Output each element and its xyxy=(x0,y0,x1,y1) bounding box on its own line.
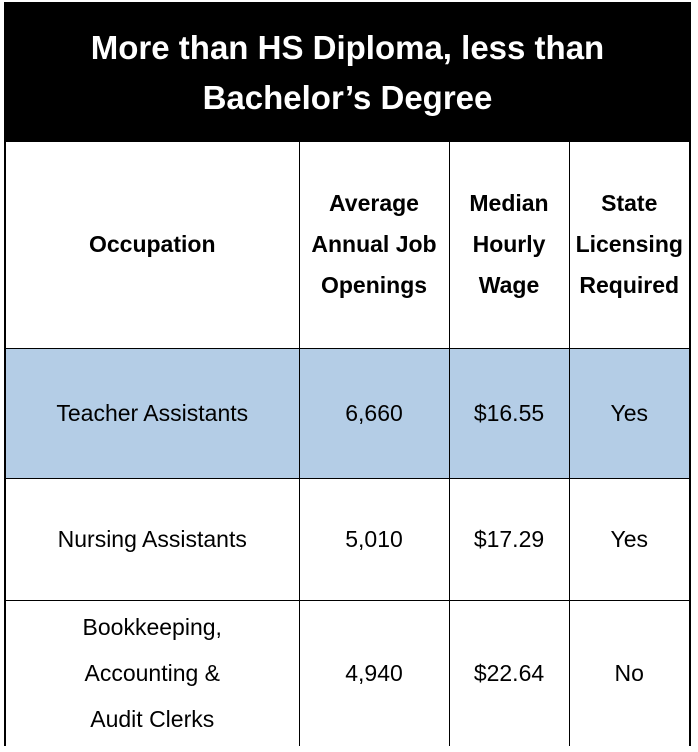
openings-cell: 6,660 xyxy=(299,348,449,478)
header-wage: Median Hourly Wage xyxy=(449,142,569,348)
header-openings: Average Annual Job Openings xyxy=(299,142,449,348)
table-title xyxy=(6,4,689,142)
occupation-cell: Bookkeeping, Accounting & Audit Clerks xyxy=(6,600,299,746)
wage-cell: $16.55 xyxy=(449,348,569,478)
wage-cell: $22.64 xyxy=(449,600,569,746)
openings-cell: 4,940 xyxy=(299,600,449,746)
header-row xyxy=(6,142,689,348)
title-line-1: More than HS Diploma, less than xyxy=(90,29,605,66)
table-row xyxy=(6,600,689,746)
licensing-cell: Yes xyxy=(569,348,689,478)
occupation-table-card xyxy=(4,2,691,746)
table-row xyxy=(6,348,689,478)
header-licensing: State Licensing Required xyxy=(569,142,689,348)
licensing-cell: Yes xyxy=(569,478,689,600)
table-row xyxy=(6,478,689,600)
licensing-cell: No xyxy=(569,600,689,746)
occupation-cell: Nursing Assistants xyxy=(6,478,299,600)
occupation-table xyxy=(6,142,689,746)
occupation-cell: Teacher Assistants xyxy=(6,348,299,478)
openings-cell: 5,010 xyxy=(299,478,449,600)
title-line-2: Bachelor’s Degree xyxy=(202,79,493,116)
header-occupation: Occupation xyxy=(6,142,299,348)
wage-cell: $17.29 xyxy=(449,478,569,600)
